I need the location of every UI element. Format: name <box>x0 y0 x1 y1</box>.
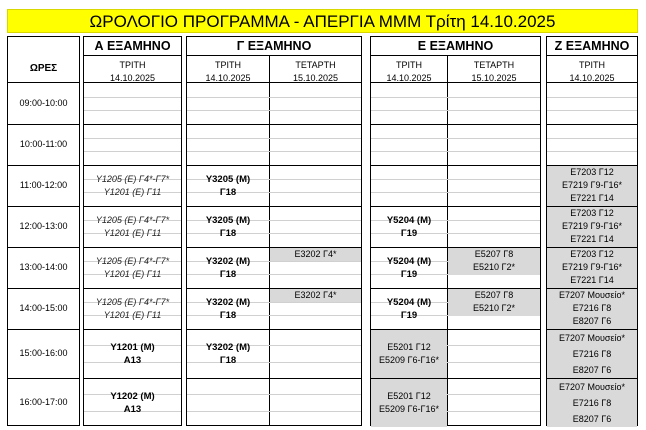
time-slot-label: 13:00-14:00 <box>19 262 68 272</box>
semester-g-column <box>186 36 362 426</box>
course-entry: Υ3202 (Μ) <box>205 256 251 267</box>
course-entry: Υ1201 (Μ) <box>110 342 155 353</box>
time-slot-label: 12:00-13:00 <box>19 221 68 231</box>
course-entry: Γ19 <box>400 310 418 321</box>
course-entry: Ε8207 Γ6 <box>572 365 612 375</box>
semester-g-header: Γ ΕΞΑΜΗΝΟ <box>187 37 361 56</box>
course-entry: Ε5201 Γ12 <box>387 391 431 401</box>
day-name: ΤΡΙΤΗ <box>579 60 605 70</box>
time-slot-label: 14:00-15:00 <box>19 303 68 313</box>
row-subdivider <box>547 97 637 98</box>
course-cell <box>187 330 269 378</box>
row-subdivider <box>371 110 540 111</box>
course-entry: Γ18 <box>219 355 237 366</box>
course-entry: Ε5210 Γ2* <box>473 262 515 272</box>
row-subdivider <box>547 151 637 152</box>
course-entry: Υ5204 (Μ) <box>386 215 432 226</box>
day-date: 14.10.2025 <box>569 73 615 83</box>
row-subdivider <box>547 138 637 139</box>
course-entry: Ε5210 Γ2* <box>473 303 515 313</box>
course-entry: Γ19 <box>400 269 418 280</box>
course-entry: Ε7216 Γ8 <box>572 303 612 313</box>
row-subdivider <box>187 138 361 139</box>
course-cell <box>187 207 269 247</box>
course-cell <box>84 289 181 329</box>
day-header-tue <box>371 55 447 83</box>
course-entry: Υ5204 (Μ) <box>386 297 432 308</box>
course-entry: Ε3202 Γ4* <box>294 290 337 300</box>
semester-e-column <box>370 36 541 426</box>
day-date: 15.10.2025 <box>292 73 339 83</box>
row-subdivider <box>84 110 181 111</box>
row-subdivider <box>371 179 540 180</box>
course-entry: Υ1205 (Ε) Γ4*-Γ7* <box>95 256 170 266</box>
time-slot-label: 16:00-17:00 <box>19 397 68 407</box>
course-entry: Ε8207 Γ6 <box>572 316 612 326</box>
day-date: 14.10.2025 <box>109 73 156 83</box>
course-entry: Υ3205 (Μ) <box>205 215 251 226</box>
row-subdivider <box>84 151 181 152</box>
course-entry: Ε7219 Γ9-Γ16* <box>562 221 622 231</box>
row-subdivider <box>547 110 637 111</box>
row-subdivider <box>84 138 181 139</box>
course-entry: Ε7203 Γ12 <box>570 208 614 218</box>
course-entry: Υ1205 (Ε) Γ4*-Γ7* <box>95 297 170 307</box>
time-slot-label: 10:00-11:00 <box>19 139 68 149</box>
day-date: 14.10.2025 <box>205 73 251 83</box>
course-entry: Ε7219 Γ9-Γ16* <box>562 262 622 272</box>
semester-z-column <box>546 36 638 426</box>
timetable <box>0 36 646 426</box>
course-cell <box>547 248 637 288</box>
course-cell <box>547 289 637 329</box>
course-entry: Υ1202 (Μ) <box>110 391 155 402</box>
course-entry: Υ1201 (Ε) Γ11 <box>103 187 162 197</box>
course-cell <box>84 248 181 288</box>
course-entry: Ε7203 Γ12 <box>570 249 614 259</box>
semester-a-column <box>83 36 182 426</box>
course-cell <box>448 248 540 275</box>
course-entry: Ε7207 Μουσείο* <box>558 333 626 343</box>
row-subdivider <box>187 97 361 98</box>
hours-column <box>7 36 80 426</box>
course-entry: Ε7203 Γ12 <box>570 167 614 177</box>
row-divider <box>371 165 540 166</box>
row-subdivider <box>84 97 181 98</box>
hours-header: ΩΡΕΣ <box>8 55 79 83</box>
course-entry: Ε7207 Μουσείο* <box>558 290 626 300</box>
course-entry: Υ3205 (Μ) <box>205 174 251 185</box>
course-cell <box>187 166 269 206</box>
row-subdivider <box>371 151 540 152</box>
course-entry: Υ1201 (Ε) Γ11 <box>103 228 162 238</box>
course-entry: Α13 <box>123 404 142 415</box>
course-entry: Γ18 <box>219 269 237 280</box>
course-entry: Ε7216 Γ8 <box>572 398 612 408</box>
course-cell <box>547 379 637 427</box>
row-subdivider <box>371 192 540 193</box>
day-header-tue <box>84 55 181 83</box>
course-entry: Ε3202 Γ4* <box>294 249 337 259</box>
course-entry: Ε7216 Γ8 <box>572 349 612 359</box>
course-cell <box>84 330 181 378</box>
course-entry: Υ3202 (Μ) <box>205 342 251 353</box>
course-entry: Ε7221 Γ14 <box>570 275 614 285</box>
course-entry: Ε7219 Γ9-Γ16* <box>562 180 622 190</box>
course-entry: Ε7207 Μουσείο* <box>558 382 626 392</box>
course-cell <box>270 289 361 302</box>
course-entry: Ε5209 Γ6-Γ16* <box>379 404 439 414</box>
course-cell <box>84 207 181 247</box>
row-subdivider <box>371 138 540 139</box>
course-entry: Ε5209 Γ6-Γ16* <box>379 355 439 365</box>
semester-e-header: Ε ΕΞΑΜΗΝΟ <box>371 37 540 56</box>
course-entry: Υ1201 (Ε) Γ11 <box>103 269 162 279</box>
row-subdivider <box>187 110 361 111</box>
course-entry: Ε5207 Γ8 <box>474 290 514 300</box>
row-divider <box>187 378 361 379</box>
time-slot-label: 09:00-10:00 <box>19 98 68 108</box>
course-cell <box>547 207 637 247</box>
time-slot-label: 11:00-12:00 <box>19 180 68 190</box>
day-header-wed <box>270 55 361 83</box>
row-divider <box>187 124 361 125</box>
course-cell <box>547 330 637 378</box>
course-entry: Υ1205 (Ε) Γ4*-Γ7* <box>95 215 170 225</box>
course-cell <box>371 379 447 427</box>
course-cell <box>84 166 181 206</box>
day-name: ΤΡΙΤΗ <box>119 60 146 70</box>
course-cell <box>187 248 269 288</box>
day-date: 14.10.2025 <box>386 73 432 83</box>
course-entry: Υ5204 (Μ) <box>386 256 432 267</box>
course-entry: Ε5201 Γ12 <box>387 342 431 352</box>
course-entry: Γ19 <box>400 228 418 239</box>
day-date: 15.10.2025 <box>471 73 517 83</box>
course-entry: Υ1205 (Ε) Γ4*-Γ7* <box>95 174 170 184</box>
time-slot-label: 15:00-16:00 <box>19 348 68 358</box>
row-divider <box>84 124 181 125</box>
course-cell <box>448 289 540 316</box>
row-subdivider <box>187 151 361 152</box>
course-cell <box>371 248 447 288</box>
course-cell <box>371 207 447 247</box>
course-entry: Γ18 <box>219 187 237 198</box>
course-cell <box>547 166 637 206</box>
course-entry: Ε7221 Γ14 <box>570 193 614 203</box>
course-cell <box>371 289 447 329</box>
course-entry: Ε8207 Γ6 <box>572 414 612 424</box>
course-cell <box>187 289 269 329</box>
course-cell <box>84 379 181 427</box>
course-entry: Ε7221 Γ14 <box>570 234 614 244</box>
day-name: ΤΡΙΤΗ <box>396 60 422 70</box>
course-entry: Γ18 <box>219 228 237 239</box>
page-title: ΩΡΟΛΟΓΙΟ ΠΡΟΓΡΑΜΜΑ - ΑΠΕΡΓΙΑ ΜΜΜ Τρίτη 14.10.2025 <box>7 9 638 33</box>
day-name: ΤΡΙΤΗ <box>215 60 241 70</box>
course-cell <box>270 248 361 261</box>
day-header-wed <box>448 55 540 83</box>
row-subdivider <box>371 97 540 98</box>
row-divider <box>547 124 637 125</box>
course-entry: Υ1201 (Ε) Γ11 <box>103 310 162 320</box>
course-cell <box>371 330 447 378</box>
semester-a-header: Α ΕΞΑΜΗΝΟ <box>84 37 181 56</box>
course-entry: Α13 <box>123 355 142 366</box>
day-name: ΤΕΤΑΡΤΗ <box>295 60 336 70</box>
day-name: ΤΕΤΑΡΤΗ <box>473 60 515 70</box>
row-subdivider <box>187 411 361 412</box>
day-header-tue <box>547 55 637 83</box>
course-entry: Υ3202 (Μ) <box>205 297 251 308</box>
course-entry: Ε5207 Γ8 <box>474 249 514 259</box>
row-subdivider <box>187 394 361 395</box>
row-divider <box>371 124 540 125</box>
day-header-tue <box>187 55 269 83</box>
semester-z-header: Ζ ΕΞΑΜΗΝΟ <box>547 37 637 56</box>
course-entry: Γ18 <box>219 310 237 321</box>
